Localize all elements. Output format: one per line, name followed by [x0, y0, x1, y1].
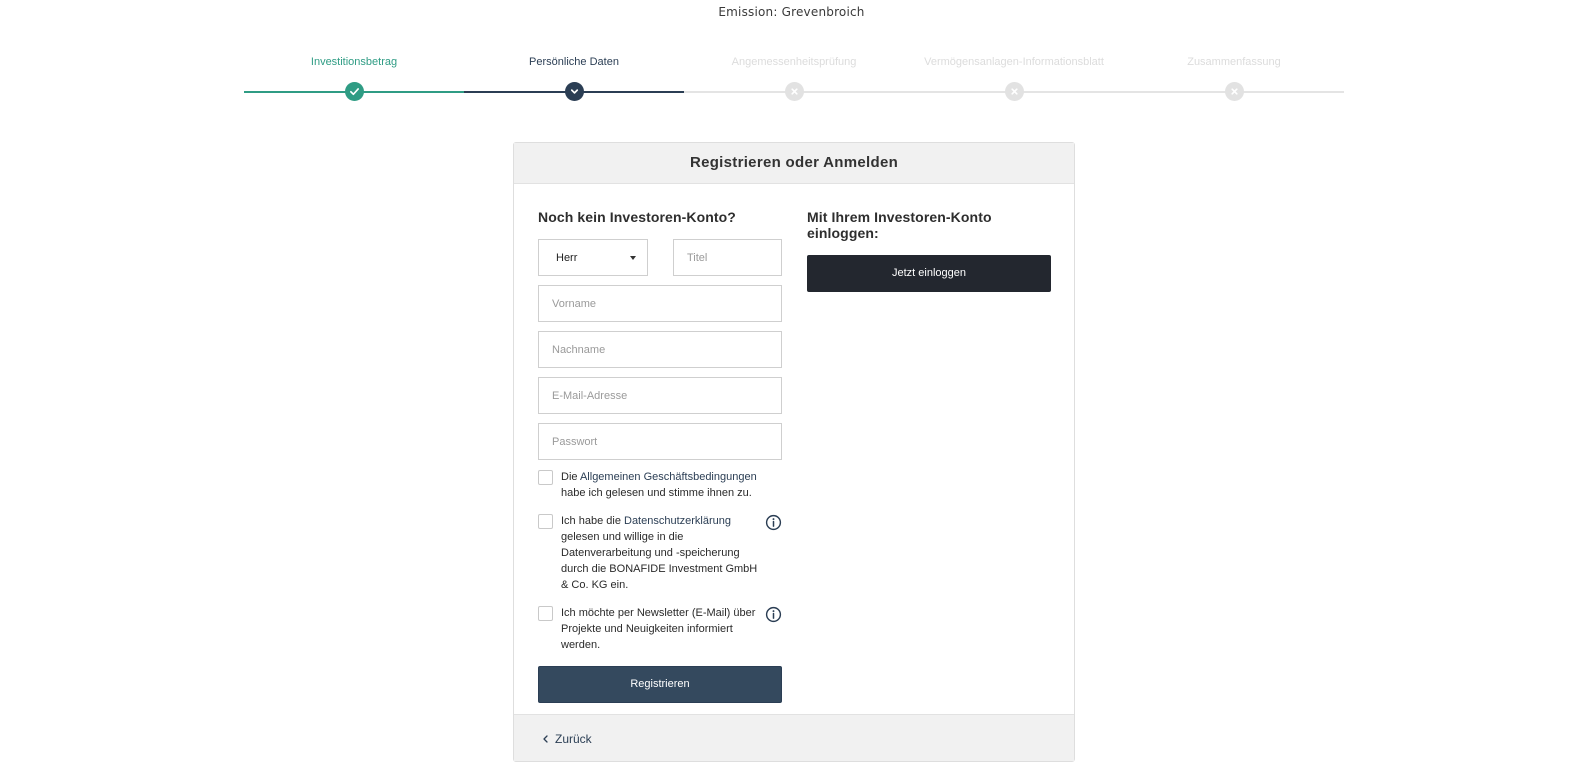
login-heading: Mit Ihrem Investoren-Konto einloggen: [807, 209, 992, 241]
info-icon[interactable] [765, 606, 782, 623]
email-input[interactable] [538, 377, 782, 414]
close-icon [1225, 82, 1244, 101]
step-investitionsbetrag[interactable] [244, 54, 464, 104]
title-input[interactable] [673, 239, 782, 276]
register-heading: Noch kein Investoren-Konto? [538, 209, 736, 225]
step-label: Vermögensanlagen-Informationsblatt [924, 56, 1104, 68]
back-link[interactable] [542, 732, 592, 746]
agb-text: Die Allgemeinen Geschäftsbedingungen habe ich gelesen und stimme ihnen zu. [561, 471, 757, 499]
back-label: Zurück [555, 732, 592, 746]
privacy-link[interactable]: Datenschutzerklärung [624, 515, 732, 527]
info-icon[interactable] [765, 514, 782, 531]
caret-down-icon [630, 256, 636, 260]
salutation-title-row [538, 239, 782, 276]
step-label: Zusammenfassung [1187, 56, 1281, 68]
card-title: Registrieren oder Anmelden [514, 143, 1074, 184]
chevron-down-icon [565, 82, 584, 101]
privacy-text: Ich habe die Datenschutzerklärung gelesen und willige in die Datenverarbeitung und -speicherung durch die BONAFIDE Investment GmbH & Co. KG ein. [561, 515, 758, 591]
auth-card [513, 142, 1075, 762]
agb-consent [538, 469, 782, 501]
step-label: Angemessenheitsprüfung [731, 56, 857, 68]
agb-link[interactable]: Allgemeinen Geschäftsbedingungen [579, 471, 757, 483]
emission-title: Emission: Grevenbroich [718, 5, 865, 19]
register-column [538, 209, 782, 703]
card-footer [514, 714, 1074, 761]
salutation-value: Herr [556, 251, 578, 264]
salutation-select[interactable] [538, 239, 648, 276]
register-button[interactable]: Registrieren [538, 666, 782, 703]
firstname-input[interactable] [538, 285, 782, 322]
step-persoenliche-daten[interactable] [464, 54, 684, 104]
close-icon [785, 82, 804, 101]
step-label: Persönliche Daten [529, 56, 619, 68]
login-button[interactable]: Jetzt einloggen [807, 255, 1051, 292]
agb-checkbox[interactable] [538, 470, 553, 485]
newsletter-checkbox[interactable] [538, 606, 553, 621]
privacy-consent [538, 513, 782, 593]
privacy-checkbox[interactable] [538, 514, 553, 529]
login-column [807, 209, 1051, 292]
progress-stepper [244, 54, 1344, 104]
password-input[interactable] [538, 423, 782, 460]
chevron-left-icon [542, 735, 549, 743]
step-angemessenheitspruefung [684, 54, 904, 104]
newsletter-consent [538, 605, 782, 653]
lastname-input[interactable] [538, 331, 782, 368]
check-icon [345, 82, 364, 101]
step-zusammenfassung [1124, 54, 1344, 104]
step-label: Investitionsbetrag [310, 56, 398, 68]
close-icon [1005, 82, 1024, 101]
step-vermoegensanlagen-informationsblatt [904, 54, 1124, 104]
newsletter-text: Ich möchte per Newsletter (E-Mail) über Projekte und Neuigkeiten informiert werden. [561, 607, 756, 651]
